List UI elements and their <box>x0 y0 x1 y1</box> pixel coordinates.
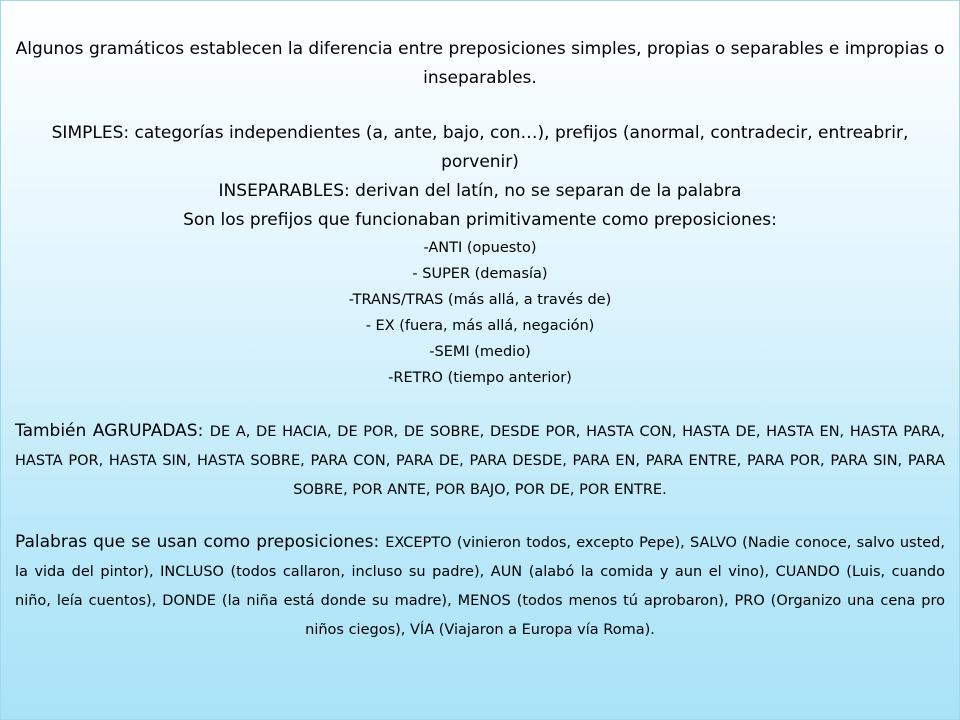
simples-term: SIMPLES <box>51 123 124 143</box>
palabras-text: EXCEPTO (vinieron todos, excepto Pepe), SALVO (Nadie conoce, salvo usted, la vida del pintor), INCLUSO (todos callaron, incluso su padre), AUN (alabó la comida y aun el vino), CUANDO (Luis, cuando niño, leía cuentos), DONDE (la niña está donde su madre), MENOS (todos menos tú aprobaron), PRO (Organizo una cena pro niños ciegos), VÍA (Viajaron a Europa vía Roma). <box>15 535 945 638</box>
simples-paragraph <box>15 119 945 177</box>
agrupadas-term: AGRUPADAS <box>92 421 198 441</box>
prefijo-item: -SEMI (medio) <box>429 344 531 360</box>
simples-text: : categorías independientes (a, ante, bajo, con…), prefijos (anormal, contradecir, entreabrir, porvenir) <box>123 123 909 172</box>
palabras-lead: Palabras que se usan como preposiciones: <box>15 532 386 552</box>
inseparables-text: : derivan del latín, no se separan de la palabra <box>344 181 742 201</box>
spacer <box>15 391 945 417</box>
prefijo-item: - SUPER (demasía) <box>412 266 548 282</box>
agrupadas-paragraph <box>15 417 945 504</box>
inseparables-term: INSEPARABLES <box>218 181 345 201</box>
inseparables-paragraph <box>15 177 945 206</box>
prefijos-list <box>15 235 945 391</box>
prefijo-item: -ANTI (opuesto) <box>423 240 537 256</box>
prefijo-item: -TRANS/TRAS (más allá, a través de) <box>348 292 612 308</box>
prefijos-intro: Son los prefijos que funcionaban primitivamente como preposiciones: <box>183 210 777 230</box>
spacer <box>15 504 945 528</box>
spacer <box>15 93 945 119</box>
agrupadas-colon: : <box>197 421 210 441</box>
prefijo-item: - EX (fuera, más allá, negación) <box>365 318 595 334</box>
palabras-paragraph <box>15 528 945 644</box>
intro-paragraph: Algunos gramáticos establecen la diferencia entre preposiciones simples, propias o separables e impropias o inseparables. <box>15 39 945 88</box>
slide-content <box>15 35 945 644</box>
agrupadas-lead: También <box>15 421 93 441</box>
prefijo-item: -RETRO (tiempo anterior) <box>388 370 572 386</box>
agrupadas-text: DE A, DE HACIA, DE POR, DE SOBRE, DESDE POR, HASTA CON, HASTA DE, HASTA EN, HASTA PARA, HASTA POR, HASTA SIN, HASTA SOBRE, PARA CON, PARA DE, PARA DESDE, PARA EN, PARA ENTRE, PARA POR, PARA SIN, PARA SOBRE, POR ANTE, POR BAJO, POR DE, POR ENTRE. <box>15 424 945 498</box>
